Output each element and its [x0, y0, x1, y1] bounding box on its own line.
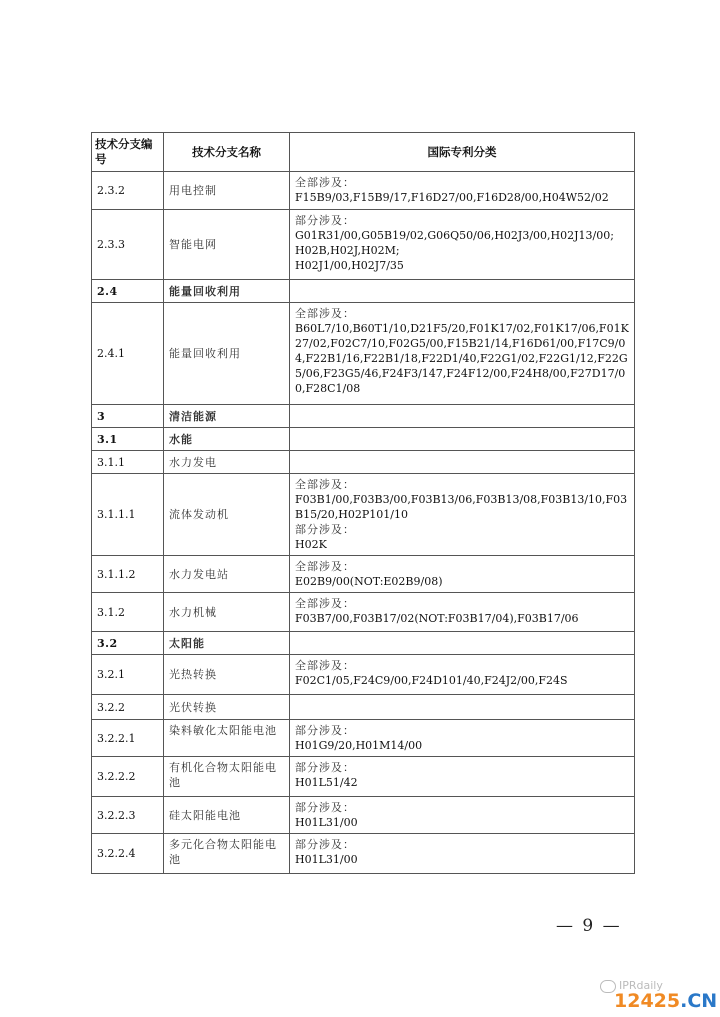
- ipc-cell: [290, 695, 635, 720]
- branch-code: 3.1.1.2: [92, 556, 164, 593]
- table-row: [92, 757, 635, 797]
- branch-code: 2.3.3: [92, 210, 164, 280]
- ipc-codes: B60L7/10,B60T1/10,D21F5/20,F01K17/02,F01K17/06,F01K27/02,F02C7/10,F02G5/00,F15B21/14,F16D61/00,F17C9/04,F22B1/16,F22B1/18,F22D1/40,F22G1/02,F22G1/12,F22G5/06,F23G5/46,F24F3/147,F24F12/00,F24H8/00,F27D17/00,F28C1/08: [295, 322, 629, 395]
- table-row: [92, 405, 635, 428]
- branch-name: 智能电网: [164, 210, 290, 280]
- table-row: [92, 695, 635, 720]
- ipc-cell: [290, 556, 635, 593]
- ipc-codes: E02B9/00(NOT:E02B9/08): [295, 575, 443, 588]
- page-number: — 9 —: [556, 916, 622, 936]
- header-branch-name: 技术分支名称: [164, 133, 290, 172]
- ipc-cell: [290, 210, 635, 280]
- table-row: [92, 428, 635, 451]
- branch-name: 水力发电站: [164, 556, 290, 593]
- branch-name: 光热转换: [164, 655, 290, 695]
- ipc-scope-label: 全部涉及：: [295, 560, 355, 573]
- ipc-codes: F03B7/00,F03B17/02(NOT:F03B17/04),F03B17/06: [295, 612, 579, 625]
- branch-name: 水能: [164, 428, 290, 451]
- branch-code: 3.2.2.2: [92, 757, 164, 797]
- table-header-row: [92, 133, 635, 172]
- table-row: [92, 632, 635, 655]
- ipc-scope-label: 部分涉及：: [295, 801, 355, 814]
- ipc-cell: [290, 474, 635, 556]
- header-ipc: 国际专利分类: [290, 133, 635, 172]
- ipc-cell: [290, 593, 635, 632]
- site-logo: [614, 990, 717, 1012]
- ipc-scope-label: 部分涉及：: [295, 214, 355, 227]
- ipc-codes: H02K: [295, 538, 327, 551]
- ipc-cell: [290, 451, 635, 474]
- ipc-scope-label: 部分涉及：: [295, 523, 355, 536]
- branch-code: 2.3.2: [92, 172, 164, 210]
- ipc-cell: [290, 280, 635, 303]
- branch-code: 3.2.2.4: [92, 834, 164, 874]
- branch-code: 3.2.2: [92, 695, 164, 720]
- ipc-scope-label: 全部涉及：: [295, 307, 355, 320]
- branch-name: 太阳能: [164, 632, 290, 655]
- branch-name: 水力发电: [164, 451, 290, 474]
- watermark-account: IPRdaily: [619, 979, 663, 992]
- branch-code: 3.1.2: [92, 593, 164, 632]
- table-body: [92, 172, 635, 874]
- ipc-cell: [290, 797, 635, 834]
- branch-code: 3.2.2.3: [92, 797, 164, 834]
- branch-name: 硅太阳能电池: [164, 797, 290, 834]
- table-row: [92, 655, 635, 695]
- ipc-codes: H01L31/00: [295, 853, 358, 866]
- ipc-cell: [290, 720, 635, 757]
- table-row: [92, 172, 635, 210]
- ipc-scope-label: 全部涉及：: [295, 597, 355, 610]
- branch-name: 流体发动机: [164, 474, 290, 556]
- ipc-cell: [290, 405, 635, 428]
- branch-code: 3.1: [92, 428, 164, 451]
- ipc-cell: [290, 834, 635, 874]
- branch-code: 3.2.1: [92, 655, 164, 695]
- table-row: [92, 556, 635, 593]
- table-row: [92, 451, 635, 474]
- table-row: [92, 797, 635, 834]
- branch-name: 用电控制: [164, 172, 290, 210]
- branch-code: 3.1.1.1: [92, 474, 164, 556]
- table-row: [92, 210, 635, 280]
- branch-code: 3.2.2.1: [92, 720, 164, 757]
- branch-code: 2.4.1: [92, 303, 164, 405]
- ipc-codes: H01L51/42: [295, 776, 358, 789]
- table-row: [92, 593, 635, 632]
- ipc-cell: [290, 172, 635, 210]
- branch-name: 有机化合物太阳能电池: [164, 757, 290, 797]
- ipc-codes: F02C1/05,F24C9/00,F24D101/40,F24J2/00,F24S: [295, 674, 568, 687]
- table-row: [92, 280, 635, 303]
- ipc-codes: F15B9/03,F15B9/17,F16D27/00,F16D28/00,H04W52/02: [295, 191, 609, 204]
- ipc-classification-table: [91, 132, 635, 874]
- branch-name: 能量回收利用: [164, 280, 290, 303]
- ipc-scope-label: 全部涉及：: [295, 659, 355, 672]
- table-row: [92, 834, 635, 874]
- ipc-scope-label: 全部涉及：: [295, 176, 355, 189]
- ipc-codes: H01L31/00: [295, 816, 358, 829]
- ipc-codes: F03B1/00,F03B3/00,F03B13/06,F03B13/08,F03B13/10,F03B15/20,H02P101/10: [295, 493, 628, 521]
- ipc-cell: [290, 655, 635, 695]
- ipc-cell: [290, 303, 635, 405]
- ipc-cell: [290, 428, 635, 451]
- header-branch-code: 技术分支编号: [92, 133, 164, 172]
- ipc-cell: [290, 757, 635, 797]
- branch-name: 染料敏化太阳能电池: [164, 720, 290, 757]
- ipc-codes: G01R31/00,G05B19/02,G06Q50/06,H02J3/00,H02J13/00; H02B,H02J,H02M; H02J1/00,H02J7/35: [295, 229, 614, 272]
- branch-name: 光伏转换: [164, 695, 290, 720]
- branch-code: 3.2: [92, 632, 164, 655]
- ipc-scope-label: 全部涉及：: [295, 478, 355, 491]
- table-row: [92, 474, 635, 556]
- ipc-codes: H01G9/20,H01M14/00: [295, 739, 423, 752]
- ipc-scope-label: 部分涉及：: [295, 724, 355, 737]
- ipc-cell: [290, 632, 635, 655]
- branch-name: 多元化合物太阳能电池: [164, 834, 290, 874]
- branch-code: 3: [92, 405, 164, 428]
- branch-name: 能量回收利用: [164, 303, 290, 405]
- table-row: [92, 720, 635, 757]
- table-row: [92, 303, 635, 405]
- branch-name: 水力机械: [164, 593, 290, 632]
- branch-code: 2.4: [92, 280, 164, 303]
- logo-suffix: .CN: [680, 990, 718, 1012]
- logo-number: 12425: [614, 990, 681, 1012]
- ipc-scope-label: 部分涉及：: [295, 761, 355, 774]
- branch-code: 3.1.1: [92, 451, 164, 474]
- branch-name: 清洁能源: [164, 405, 290, 428]
- ipc-scope-label: 部分涉及：: [295, 838, 355, 851]
